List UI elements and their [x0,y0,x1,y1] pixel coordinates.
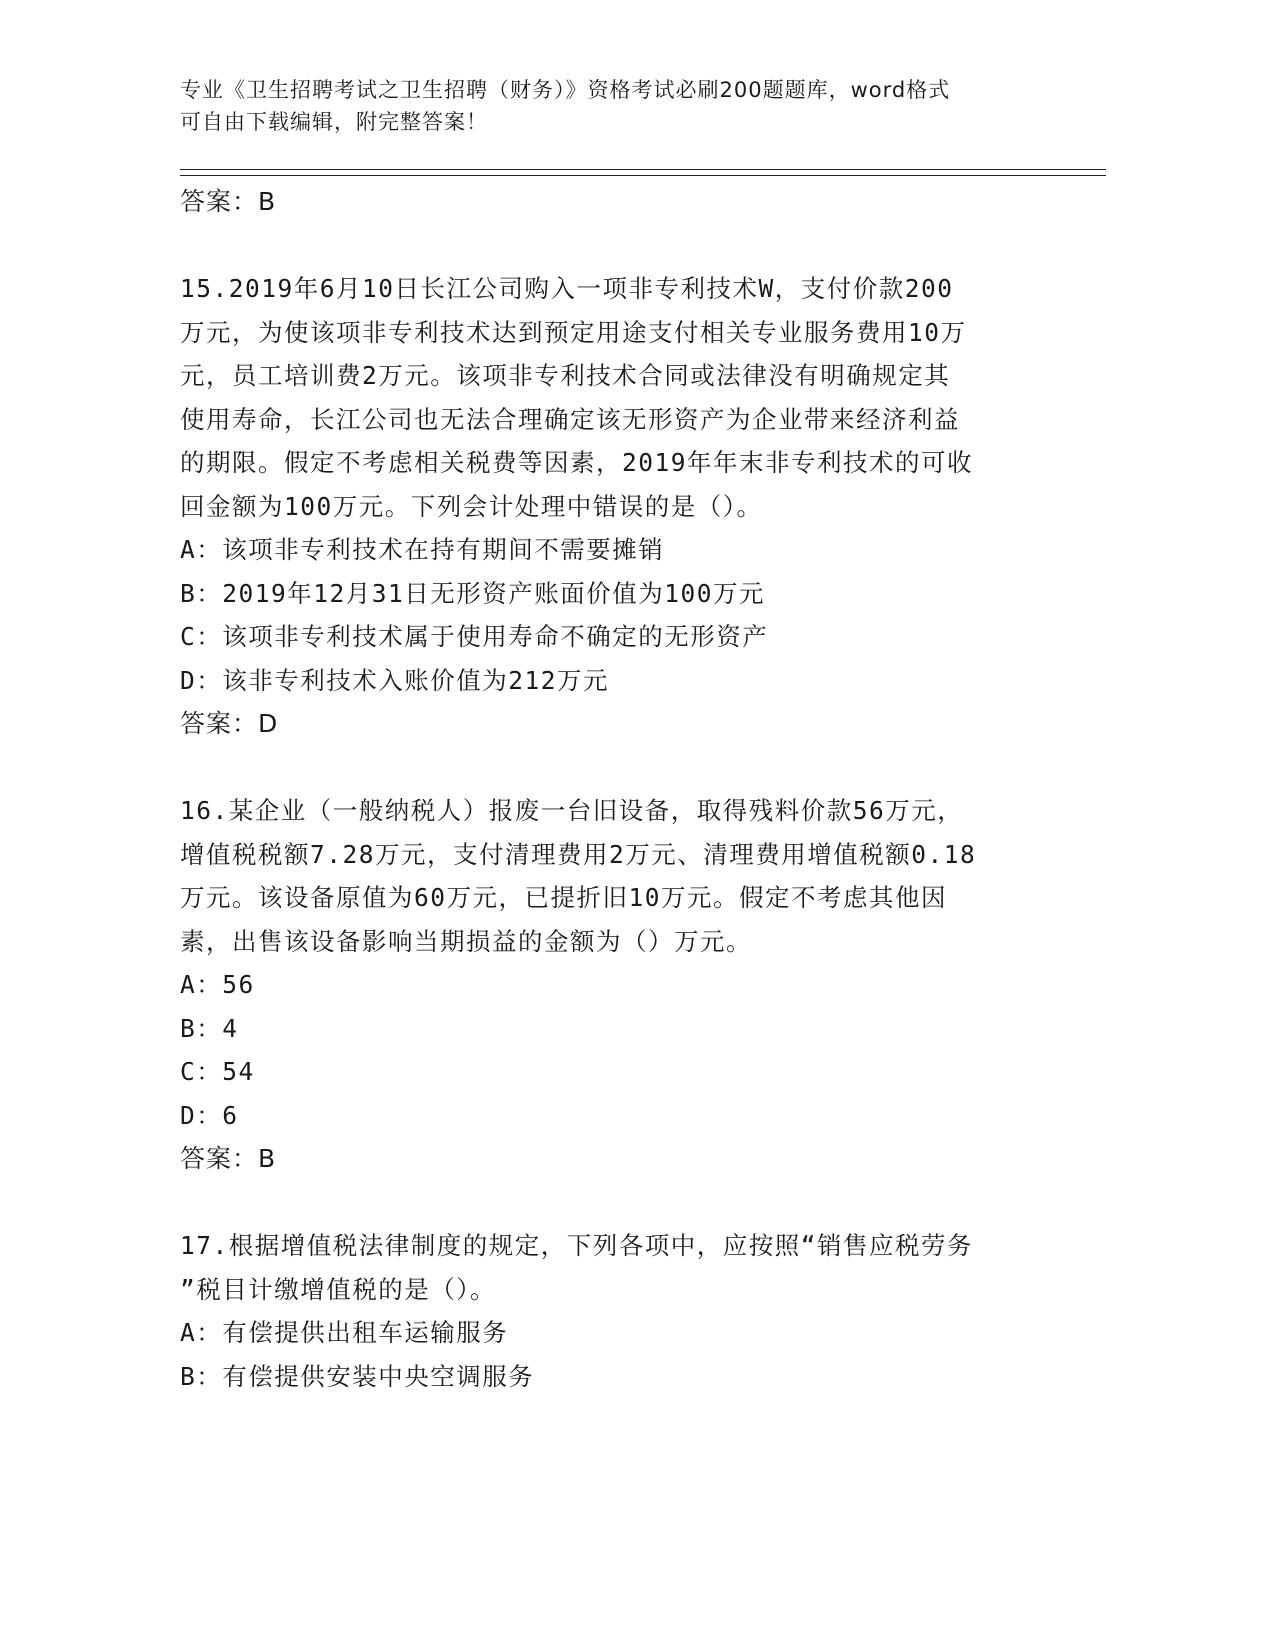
question-line: 的期限。假定不考虑相关税费等因素，2019年年末非专利技术的可收 [180,448,973,477]
question-line: 素，出售该设备影响当期损益的金额为（）万元。 [180,926,752,956]
spacer [180,746,1060,789]
option-b: B：2019年12月31日无形资产账面价值为100万元 [180,578,766,608]
document-header [180,74,1080,138]
question-line: 元，员工培训费2万元。该项非专利技术合同或法律没有明确规定其 [180,361,951,390]
document-body [180,180,1060,1398]
option-a: A：该项非专利技术在持有期间不需要摊销 [180,535,665,564]
option-b: B：有偿提供安装中央空调服务 [180,1361,535,1391]
header-rule-bottom [180,175,1106,176]
option-d: D：该非专利技术入账价值为212万元 [180,665,609,695]
question-line: 15.2019年6月10日长江公司购入一项非专利技术W，支付价款200 [180,274,954,303]
question-line: 使用寿命，长江公司也无法合理确定该无形资产为企业带来经济利益 [180,404,960,434]
question-line: 回金额为100万元。下列会计处理中错误的是（）。 [180,491,763,521]
header-rule-top [180,169,1106,170]
question-15 [180,267,1040,746]
option-c: C：54 [180,1057,255,1086]
option-b: B：4 [180,1013,239,1043]
header-line-1: 专业《卫生招聘考试之卫生招聘（财务）》资格考试必刷200题题库，word格式 [180,78,951,102]
question-line: 17.根据增值税法律制度的规定，下列各项中，应按照“销售应税劳务 [180,1231,973,1260]
question-17 [180,1224,1040,1398]
question-16 [180,789,1060,1181]
answer: 答案：B [180,1144,277,1173]
question-line: ”税目计缴增值税的是（）。 [180,1274,496,1304]
previous-answer: 答案：B [180,187,277,216]
spacer [180,1181,1060,1224]
spacer [180,224,1060,267]
option-d: D：6 [180,1100,239,1130]
option-a: A：有偿提供出租车运输服务 [180,1318,509,1347]
question-line: 万元。该设备原值为60万元，已提折旧10万元。假定不考虑其他因 [180,883,947,912]
question-line: 万元，为使该项非专利技术达到预定用途支付相关专业服务费用10万 [180,317,967,347]
question-line: 增值税税额7.28万元，支付清理费用2万元、清理费用增值税额0.18 [180,839,977,869]
option-c: C：该项非专利技术属于使用寿命不确定的无形资产 [180,622,769,651]
option-a: A：56 [180,970,255,999]
question-line: 16.某企业（一般纳税人）报废一台旧设备，取得残料价款56万元， [180,796,964,825]
header-line-2: 可自由下载编辑，附完整答案！ [180,110,488,134]
answer: 答案：D [180,709,279,738]
